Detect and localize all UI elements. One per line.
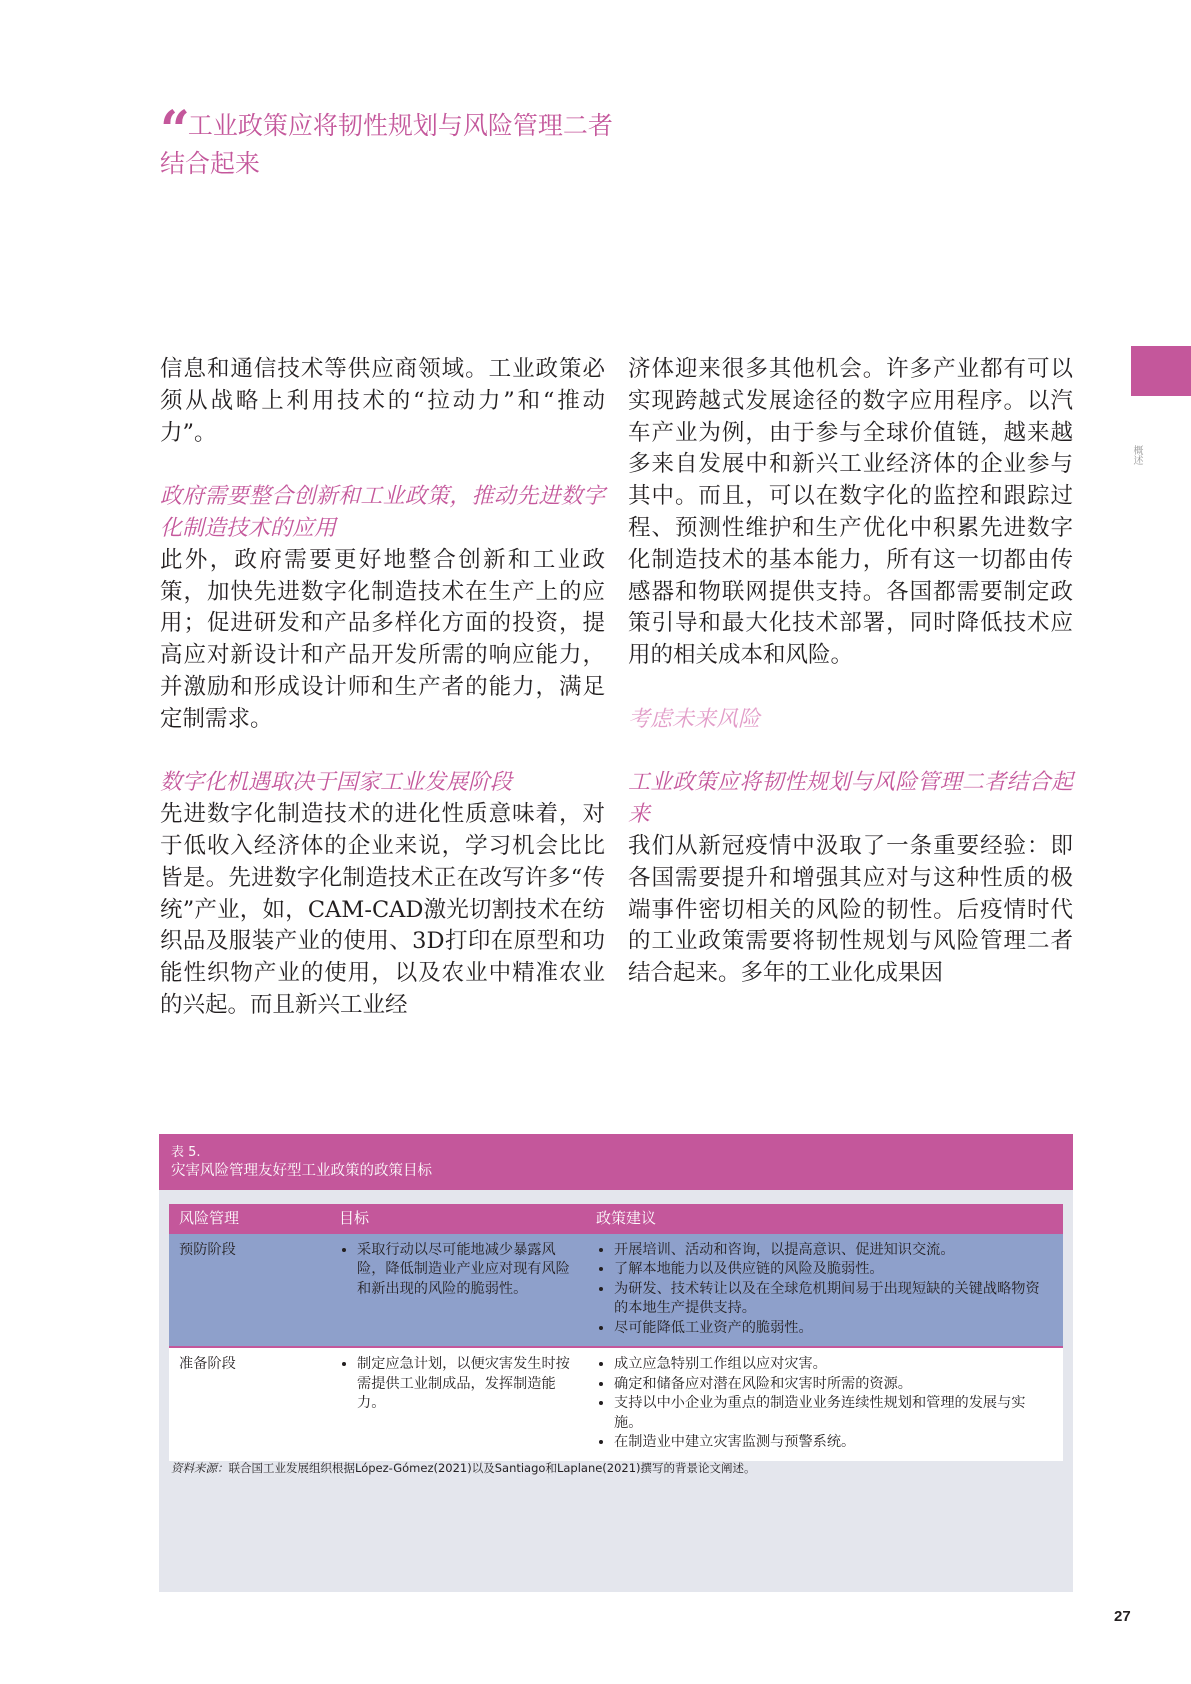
table-figure [159,1134,1073,1592]
left-column [160,354,605,1022]
recommendation-item: • 支持以中小企业为重点的制造业业务连续性规划和管理的发展与实施。 [614,1394,1053,1433]
paragraph: 先进数字化制造技术的进化性质意味着，对于低收入经济体的企业来说，学习机会比比皆是。先进数字化制造技术正在改写许多“传统”产业，如，CAM-CAD激光切割技术在纺织品及服装产业的使用、3D打印在原型和功能性织物产业的使用，以及农业中精准农业的兴起。而且新兴工业经 [160,801,605,1018]
section-tab [1131,346,1191,396]
table-row [169,1347,1063,1461]
table-caption [159,1134,1073,1190]
recommendation-cell [586,1234,1063,1348]
recommendation-item: • 成立应急特别工作组以应对灾害。 [614,1355,1053,1375]
column-header: 目标 [329,1204,586,1234]
subheading: 数字化机遇取决于国家工业发展阶段 [160,770,513,796]
table-label: 表 5. [171,1145,201,1160]
source-label: 资料来源： [171,1461,229,1475]
paragraph: 信息和通信技术等供应商领域。工业政策必须从战略上利用技术的“拉动力”和“推动力”。 [160,356,605,446]
recommendation-item: • 在制造业中建立灾害监测与预警系统。 [614,1433,1053,1453]
goal-cell [329,1234,586,1348]
stage-cell: 准备阶段 [169,1347,329,1461]
section-heading: 考虑未来风险 [628,706,761,732]
subheading: 政府需要整合创新和工业政策，推动先进数字化制造技术的应用 [160,484,605,541]
recommendation-item: • 确定和储备应对潜在风险和灾害时所需的资源。 [614,1375,1053,1395]
recommendation-cell [586,1347,1063,1461]
column-header: 风险管理 [169,1204,329,1234]
goal-cell [329,1347,586,1461]
column-header: 政策建议 [586,1204,1063,1234]
page-number: 27 [1114,1608,1131,1625]
stage-cell: 预防阶段 [169,1234,329,1348]
goal-item: • 制定应急计划，以便灾害发生时按需提供工业制成品，发挥制造能力。 [357,1355,576,1414]
source-note [171,1460,756,1476]
recommendation-item: • 为研发、技术转让以及在全球危机期间易于出现短缺的关键战略物资的本地生产提供支持。 [614,1280,1053,1319]
pull-quote-text: 工业政策应将韧性规划与风险管理二者结合起来 [160,111,613,178]
pull-quote [160,100,630,182]
risk-policy-table [169,1204,1063,1461]
paragraph: 济体迎来很多其他机会。许多产业都有可以实现跨越式发展途径的数字应用程序。以汽车产业为例，由于参与全球价值链，越来越多来自发展中和新兴工业经济体的企业参与其中。而且，可以在数字化的监控和跟踪过程、预测性维护和生产优化中积累先进数字化制造技术的基本能力，所有这一切都由传感器和物联网提供支持。各国都需要制定政策引导和最大化技术部署，同时降低技术应用的相关成本和风险。 [628,356,1073,669]
recommendation-item: • 了解本地能力以及供应链的风险及脆弱性。 [614,1260,1053,1280]
table-row [169,1234,1063,1348]
section-tab-label: 概述 [1131,445,1142,465]
table-title: 灾害风险管理友好型工业政策的政策目标 [171,1163,432,1179]
goal-item: • 采取行动以尽可能地减少暴露风险，降低制造业产业应对现有风险和新出现的风险的脆弱性。 [357,1241,576,1300]
paragraph: 此外，政府需要更好地整合创新和工业政策，加快先进数字化制造技术在生产上的应用；促进研发和产品多样化方面的投资，提高应对新设计和产品开发所需的响应能力，并激励和形成设计师和生产者的能力，满足定制需求。 [160,546,605,732]
right-column [628,354,1073,990]
quote-mark-icon: “ [160,100,184,161]
recommendation-item: • 尽可能降低工业资产的脆弱性。 [614,1319,1053,1339]
subheading: 工业政策应将韧性规划与风险管理二者结合起来 [628,770,1073,828]
paragraph: 我们从新冠疫情中汲取了一条重要经验：即各国需要提升和增强其应对与这种性质的极端事件密切相关的风险的韧性。后疫情时代的工业政策需要将韧性规划与风险管理二者结合起来。多年的工业化成果因 [628,832,1073,987]
recommendation-item: • 开展培训、活动和咨询，以提高意识、促进知识交流。 [614,1241,1053,1261]
source-text: 联合国工业发展组织根据López-Gómez(2021)以及Santiago和Laplane(2021)撰写的背景论文阐述。 [228,1461,756,1475]
